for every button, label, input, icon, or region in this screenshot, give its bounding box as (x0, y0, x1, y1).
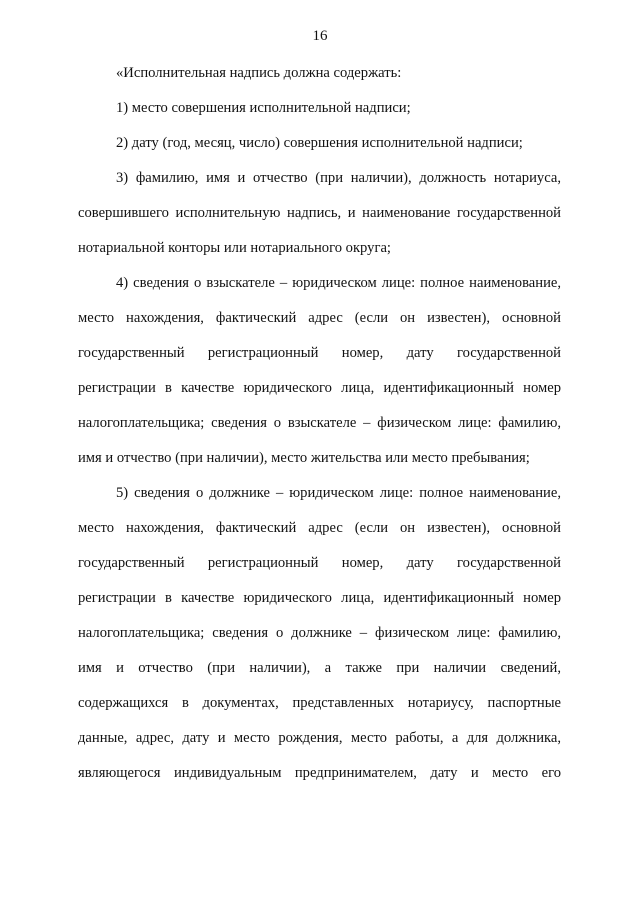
text-line: регистрации в качестве юридического лица, идентификационный номер (78, 590, 561, 606)
text-line: государственный регистрационный номер, дату государственной (78, 555, 561, 571)
text-line: 4) сведения о взыскателе – юридическом лице: полное наименование, (116, 275, 561, 291)
text-line: «Исполнительная надпись должна содержать: (116, 65, 402, 81)
text-line: нотариальной конторы или нотариального округа; (78, 240, 391, 256)
text-line: 3) фамилию, имя и отчество (при наличии), должность нотариуса, (116, 170, 561, 186)
text-line: 1) место совершения исполнительной надписи; (116, 100, 411, 116)
text-line: место нахождения, фактический адрес (если он известен), основной (78, 520, 561, 536)
page-number: 16 (312, 28, 328, 44)
text-line: место нахождения, фактический адрес (если он известен), основной (78, 310, 561, 326)
text-line: 5) сведения о должнике – юридическом лице: полное наименование, (116, 485, 561, 501)
text-line: данные, адрес, дату и место рождения, место работы, а для должника, (78, 730, 561, 746)
text-line: являющегося индивидуальным предпринимателем, дату и место его (78, 765, 561, 781)
text-line: имя и отчество (при наличии), место жительства или место пребывания; (78, 450, 530, 466)
text-line: налогоплательщика; сведения о должнике – физическом лице: фамилию, (78, 625, 561, 641)
text-line: регистрации в качестве юридического лица, идентификационный номер (78, 380, 561, 396)
text-line: содержащихся в документах, представленных нотариусу, паспортные (78, 695, 561, 711)
text-line: налогоплательщика; сведения о взыскателе – физическом лице: фамилию, (78, 415, 561, 431)
text-line: имя и отчество (при наличии), а также при наличии сведений, (78, 660, 561, 676)
text-line: 2) дату (год, месяц, число) совершения исполнительной надписи; (116, 135, 523, 151)
text-line: совершившего исполнительную надпись, и наименование государственной (78, 205, 561, 221)
text-line: государственный регистрационный номер, дату государственной (78, 345, 561, 361)
